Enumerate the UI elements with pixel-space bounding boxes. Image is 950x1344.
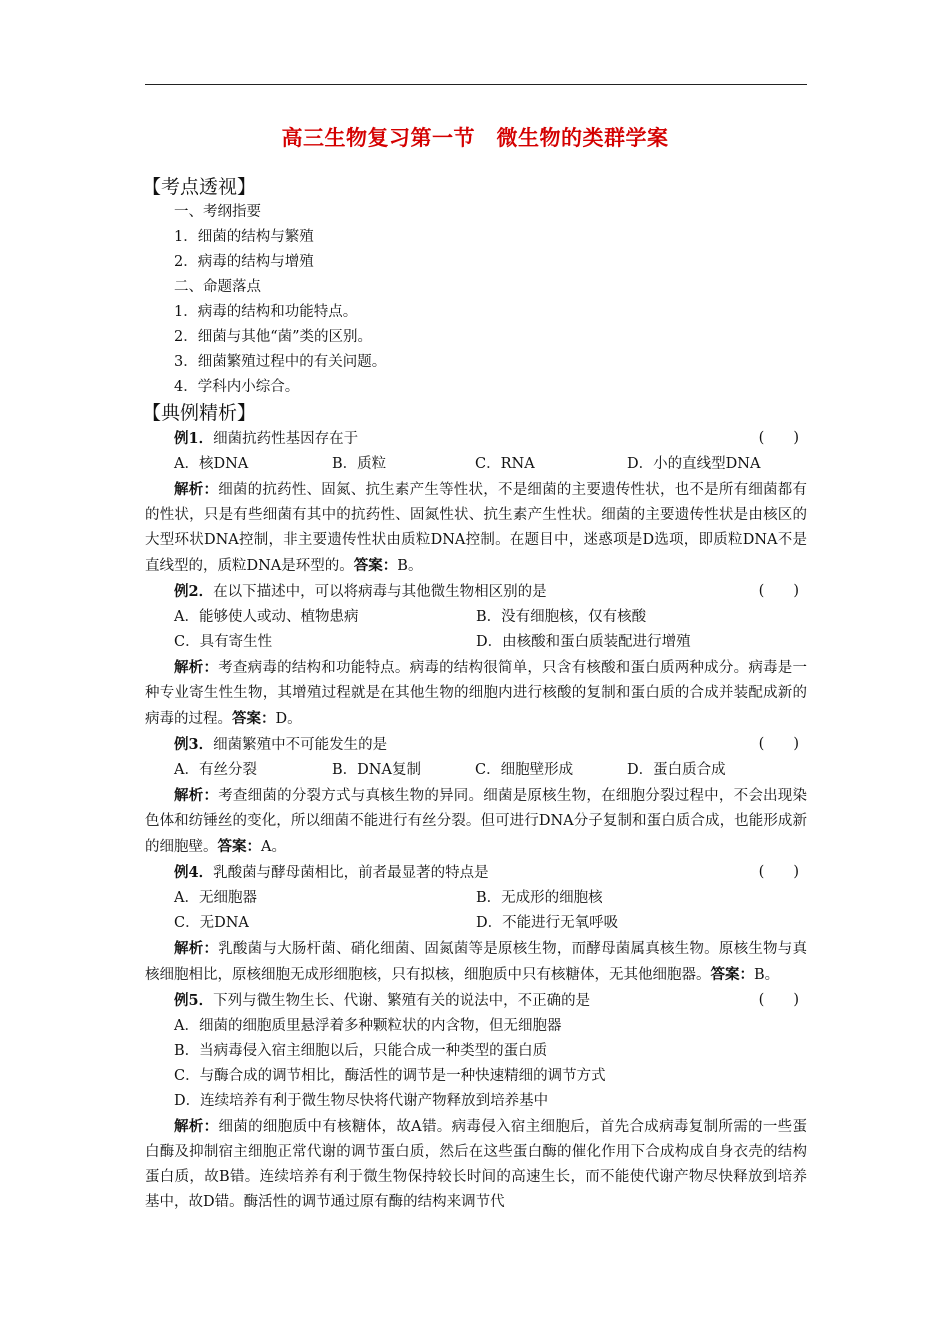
analysis-text: 细菌的抗药性、固氮、抗生素产生等性状，不是细菌的主要遗传性状，也不是所有细菌都有的性状，只是有些细菌有其中的抗药性、固氮性状、抗生素产生性状。细菌的主要遗传性状是由核区的大型环状DNA控制，非主要遗传性状由质粒DNA控制。在题目中，迷惑项是D选项，即质粒DNA不是直线型的，质粒DNA是环型的。 <box>145 482 808 574</box>
option-a: A．核DNA <box>174 456 249 472</box>
example-2-question <box>145 579 807 605</box>
analysis-text: 考查细菌的分裂方式与真核生物的异同。细菌是原核生物，在细胞分裂过程中，不会出现染色体和纺锤丝的变化，所以细菌不能进行有丝分裂。但可进行DNA分子复制和蛋白质合成，也能形成新的细胞壁。 <box>145 788 808 855</box>
option-c: C．与酶合成的调节相比，酶活性的调节是一种快速精细的调节方式 <box>174 1068 606 1084</box>
example-5-analysis <box>145 1114 807 1215</box>
section-kaodian: 【考点透视】 <box>142 176 257 198</box>
section-dianli: 【典例精析】 <box>142 402 257 424</box>
example-1-question <box>145 426 807 452</box>
option-b: B．DNA复制 <box>332 762 421 778</box>
analysis-text: 细菌的细胞质中有核糖体，故A错。病毒侵入宿主细胞后，首先合成病毒复制所需的一些蛋白酶及抑制宿主细胞正常代谢的调节蛋白质，然后在这些蛋白酶的催化作用下合成构成自身衣壳的结构蛋白质，故B错。连续培养有利于微生物保持较长时间的高速生长，而不能使代谢产物尽快释放到培养基中，故D错。酶活性的调节通过原有酶的结构来调节代 <box>145 1119 808 1210</box>
outline-item: 4．学科内小综合。 <box>174 379 300 395</box>
option-d: D．由核酸和蛋白质装配进行增殖 <box>476 634 691 650</box>
answer-blank: ( ) <box>758 736 799 752</box>
option-d: D．不能进行无氧呼吸 <box>476 915 619 931</box>
answer-label: 答案： <box>353 557 398 574</box>
example-3-analysis <box>145 783 807 860</box>
option-c: C．细胞壁形成 <box>475 762 574 778</box>
outline-item: 1．细菌的结构与繁殖 <box>174 229 314 245</box>
document-body <box>142 174 808 1215</box>
answer-blank: ( ) <box>758 992 799 1008</box>
answer-text: B。 <box>397 558 423 574</box>
outline-item: 2．细菌与其他“菌”类的区别。 <box>174 329 373 345</box>
example-4-question <box>145 860 807 886</box>
option-a: A．细菌的细胞质里悬浮着多种颗粒状的内含物，但无细胞器 <box>174 1018 562 1034</box>
answer-label: 答案： <box>217 838 261 855</box>
example-5-question <box>145 988 807 1014</box>
analysis-label: 解析： <box>174 1118 219 1135</box>
answer-text: D。 <box>275 711 302 727</box>
option-c: C．RNA <box>475 456 535 472</box>
analysis-label: 解析： <box>174 787 219 804</box>
option-a: A．能够使人或动、植物患病 <box>174 609 359 625</box>
option-d: D．小的直线型DNA <box>627 456 761 472</box>
example-number: 例5． <box>174 992 214 1009</box>
option-b: B．无成形的细胞核 <box>476 890 603 906</box>
example-number: 例2． <box>174 583 214 600</box>
option-c: C．具有寄生性 <box>174 634 273 650</box>
option-b: B．没有细胞核，仅有核酸 <box>476 609 647 625</box>
example-number: 例4． <box>174 864 214 881</box>
option-b: B．质粒 <box>332 456 387 472</box>
question-stem: 乳酸菌与酵母菌相比，前者最显著的特点是 <box>213 865 489 881</box>
option-c: C．无DNA <box>174 915 249 931</box>
example-2-analysis <box>145 655 807 732</box>
example-4-analysis <box>145 936 807 988</box>
option-a: A．无细胞器 <box>174 890 257 906</box>
example-1-analysis <box>145 477 807 579</box>
example-3-question <box>145 732 807 758</box>
outline-item: 3．细菌繁殖过程中的有关问题。 <box>174 354 387 370</box>
answer-label: 答案： <box>710 966 754 983</box>
answer-label: 答案： <box>232 710 276 727</box>
question-stem: 在以下描述中，可以将病毒与其他微生物相区别的是 <box>213 584 547 600</box>
analysis-label: 解析： <box>174 940 219 957</box>
analysis-label: 解析： <box>174 659 219 676</box>
header-rule <box>145 84 807 85</box>
example-number: 例1． <box>174 430 214 447</box>
option-a: A．有丝分裂 <box>174 762 257 778</box>
answer-text: A。 <box>261 839 286 855</box>
question-stem: 细菌繁殖中不可能发生的是 <box>213 737 388 753</box>
outline-heading-2: 二、命题落点 <box>174 279 261 295</box>
question-stem: 下列与微生物生长、代谢、繁殖有关的说法中，不正确的是 <box>213 993 591 1009</box>
example-2-options <box>145 605 807 655</box>
outline-item: 1．病毒的结构和功能特点。 <box>174 304 358 320</box>
option-b: B．当病毒侵入宿主细胞以后，只能合成一种类型的蛋白质 <box>174 1043 548 1059</box>
analysis-text: 乳酸菌与大肠杆菌、硝化细菌、固氮菌等是原核生物，而酵母菌属真核生物。原核生物与真核细胞相比，原核细胞无成形细胞核，只有拟核，细胞质中只有核糖体，无其他细胞器。 <box>145 941 808 983</box>
answer-blank: ( ) <box>758 430 799 446</box>
answer-blank: ( ) <box>758 583 799 599</box>
analysis-text: 考查病毒的结构和功能特点。病毒的结构很简单，只含有核酸和蛋白质两种成分。病毒是一种专业寄生性生物，其增殖过程就是在其他生物的细胞内进行核酸的复制和蛋白质的合成并装配成新的病毒的过程。 <box>145 660 808 727</box>
outline-heading-1: 一、考纲指要 <box>174 204 261 220</box>
example-4-options <box>145 886 807 936</box>
example-1-options <box>145 452 807 477</box>
outline-item: 2．病毒的结构与增殖 <box>174 254 314 270</box>
option-d: D．连续培养有利于微生物尽快将代谢产物释放到培养基中 <box>174 1093 549 1109</box>
example-3-options <box>145 758 807 783</box>
example-number: 例3． <box>174 736 214 753</box>
option-d: D．蛋白质合成 <box>627 762 726 778</box>
page-title: 高三生物复习第一节 微生物的类群学案 <box>281 125 669 150</box>
answer-text: B。 <box>754 967 780 983</box>
answer-blank: ( ) <box>758 864 799 880</box>
question-stem: 细菌抗药性基因存在于 <box>213 431 359 447</box>
analysis-label: 解析： <box>174 481 219 498</box>
